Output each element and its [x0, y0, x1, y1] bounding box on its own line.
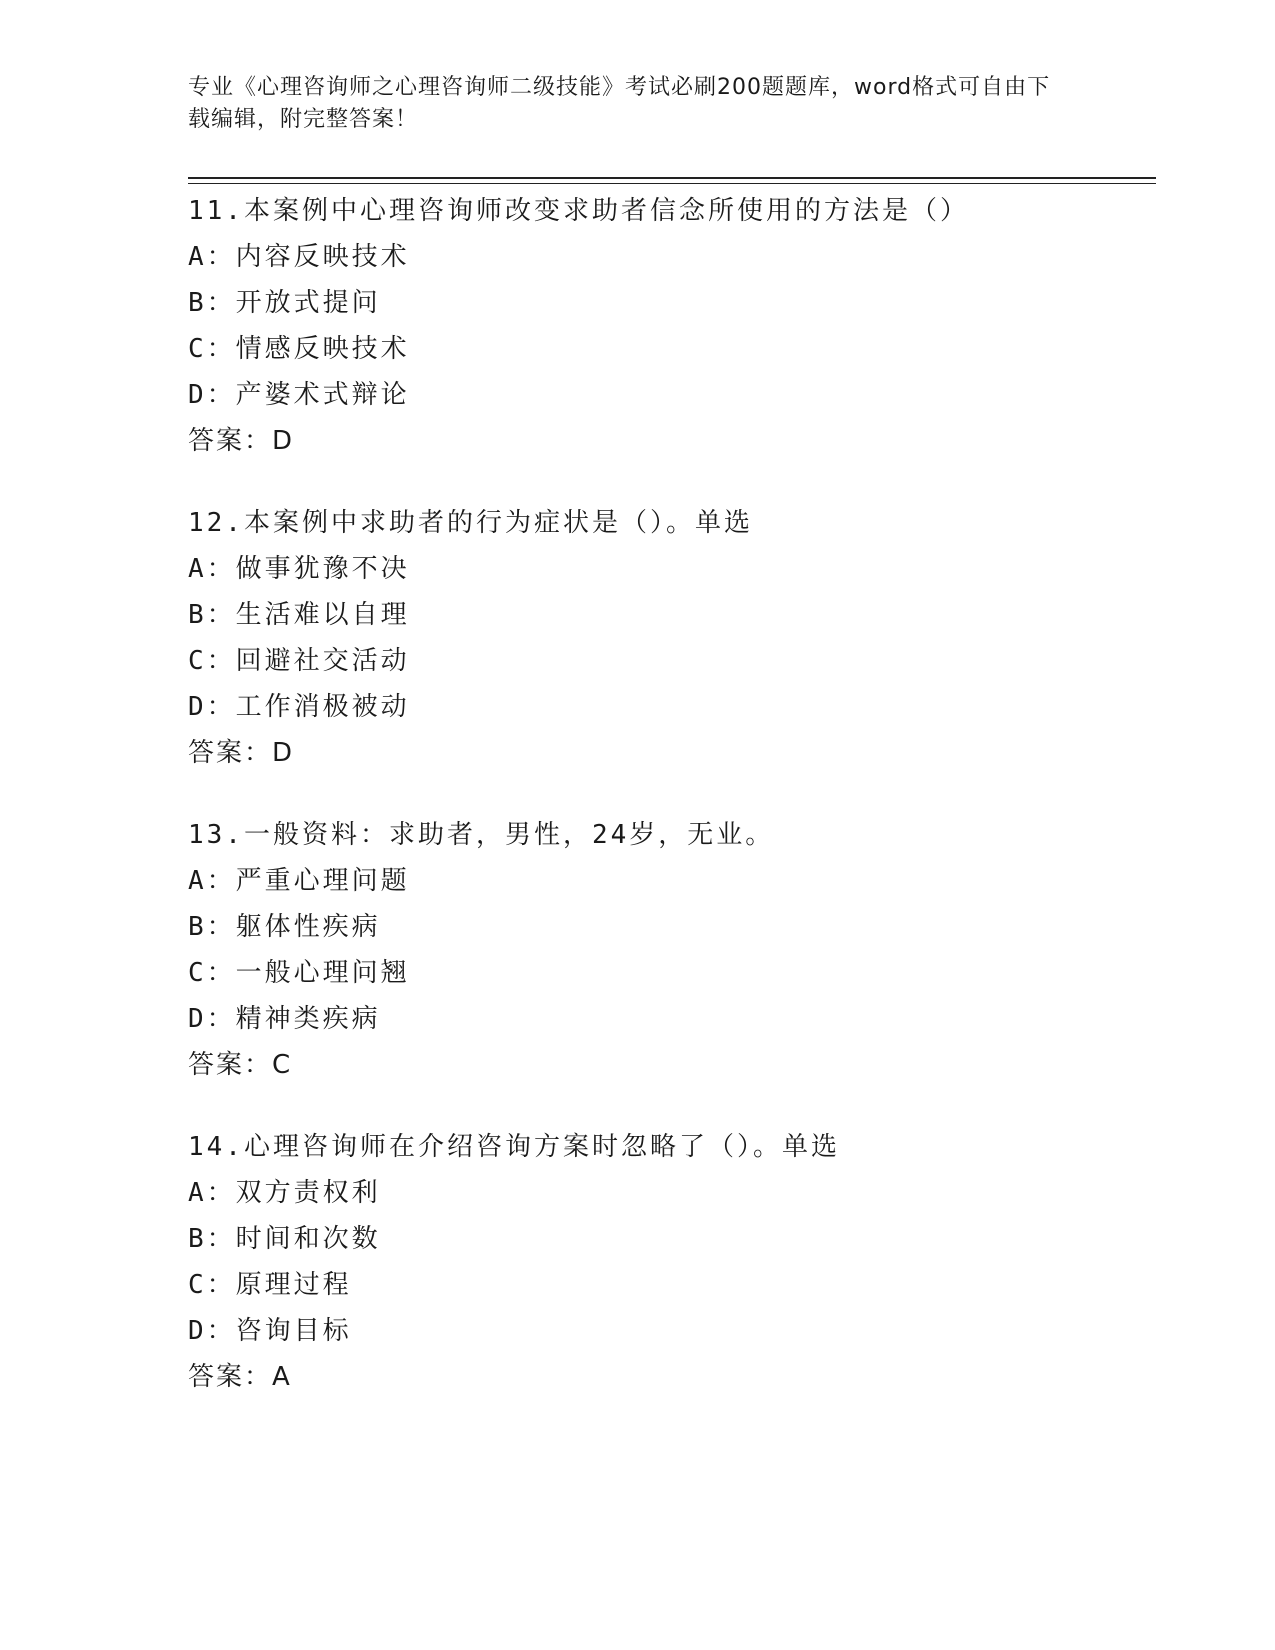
question-14	[188, 1124, 1156, 1400]
answer-line: 答案：C	[188, 1050, 293, 1080]
option-c: C：一般心理问翘	[188, 958, 410, 988]
answer-line: 答案：D	[188, 738, 295, 768]
option-b: B：开放式提问	[188, 288, 381, 318]
header-divider-thick	[188, 177, 1156, 179]
question-stem: 11.本案例中心理咨询师改变求助者信念所使用的方法是（）	[188, 196, 969, 226]
header-divider-thin	[188, 183, 1156, 184]
option-d: D：咨询目标	[188, 1316, 352, 1346]
document-header: 专业《心理咨询师之心理咨询师二级技能》考试必刷200题题库，word格式可自由下载编辑，附完整答案！	[188, 75, 1051, 132]
question-12	[188, 500, 1156, 776]
option-b: B：生活难以自理	[188, 600, 410, 630]
option-b: B：躯体性疾病	[188, 912, 381, 942]
option-a: A：做事犹豫不决	[188, 554, 410, 584]
question-list	[188, 188, 1156, 1436]
option-d: D：产婆术式辩论	[188, 380, 410, 410]
question-stem: 13.一般资料：求助者，男性，24岁，无业。	[188, 820, 775, 850]
question-11	[188, 188, 1156, 464]
answer-line: 答案：D	[188, 426, 295, 456]
option-c: C：情感反映技术	[188, 334, 410, 364]
answer-line: 答案：A	[188, 1362, 292, 1392]
option-c: C：原理过程	[188, 1270, 352, 1300]
option-d: D：精神类疾病	[188, 1004, 381, 1034]
option-b: B：时间和次数	[188, 1224, 381, 1254]
question-stem: 14.心理咨询师在介绍咨询方案时忽略了（）。单选	[188, 1132, 840, 1162]
question-stem: 12.本案例中求助者的行为症状是（）。单选	[188, 508, 753, 538]
option-a: A：严重心理问题	[188, 866, 410, 896]
option-a: A：双方责权利	[188, 1178, 381, 1208]
question-13	[188, 812, 1156, 1088]
option-c: C：回避社交活动	[188, 646, 410, 676]
option-d: D：工作消极被动	[188, 692, 410, 722]
option-a: A：内容反映技术	[188, 242, 410, 272]
